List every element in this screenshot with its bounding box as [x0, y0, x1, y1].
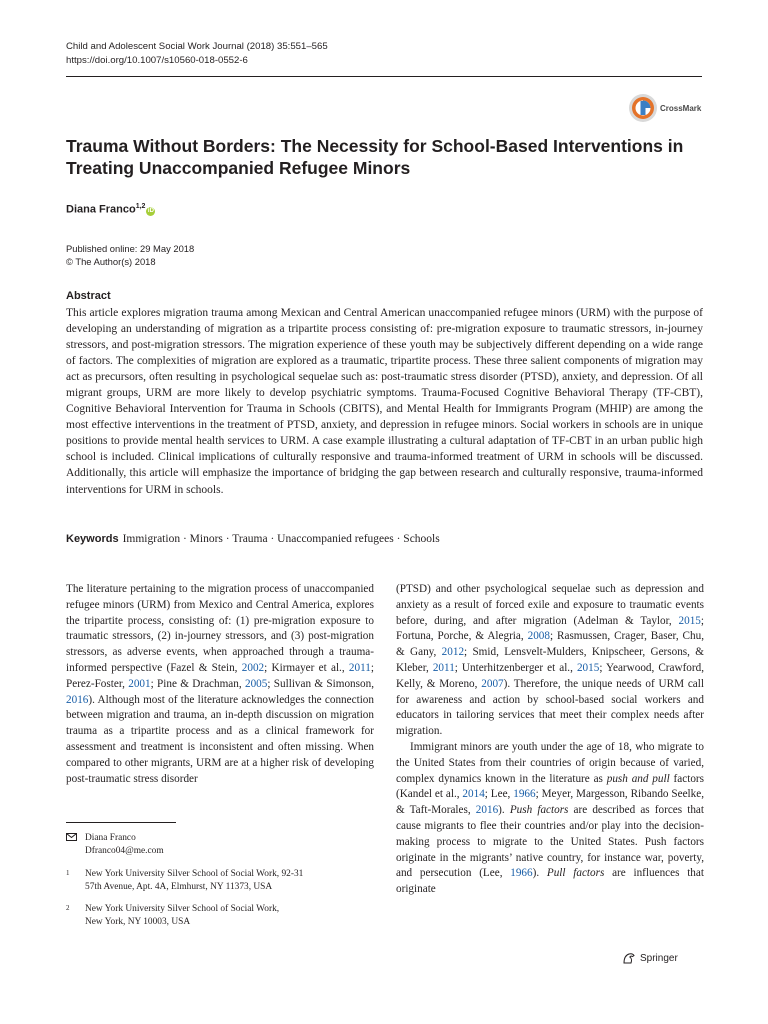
body-text: ). Therefore, the unique needs of URM call for awareness and action by school-based social workers and educators in tailoring services that meet their complex needs after migration.	[396, 677, 704, 738]
body-text: The literature pertaining to the migration process of unaccompanied refugee minors (URM) from Mexico and Central America, explores the tripartite process, consisting of: (1) pre-migration exposure to traumatic stressors, (2) in-journey stressors, and (3) post-migration stressors, as adverse events, when approached through a trauma-informed perspective (Fazel & Stein,	[66, 583, 374, 674]
orcid-icon[interactable]: iD	[147, 207, 154, 214]
footnote-rule	[66, 822, 176, 823]
body-column-right	[396, 582, 704, 898]
body-text: factors (Kandel et al.,	[396, 772, 704, 801]
corresponding-name: Diana Franco	[85, 833, 136, 843]
emphasis-text: Push factors	[509, 804, 569, 817]
citation-link[interactable]: 2005	[244, 677, 268, 690]
citation-link[interactable]: 2016	[66, 693, 89, 706]
body-text: Immigrant minors are youth under the age of 18, who migrate to the United States from their countries of origin because of varied, complex dynamics known in the literature as	[396, 740, 704, 785]
doi-link[interactable]: https://doi.org/10.1007/s10560-018-0552-6	[66, 55, 248, 66]
affiliation-line: New York, NY 10003, USA	[85, 916, 191, 927]
body-paragraph	[396, 740, 704, 898]
body-text: are described as forces that cause migrants to flee their countries and/or play into the decision-making process to migrate to the United States. Push factors originate in the migrants’ native country, for instance war, poverty, and persecution (Lee,	[396, 804, 705, 880]
author-affiliation-marks: 1,2	[135, 203, 146, 210]
citation-link[interactable]: 2011	[432, 661, 455, 674]
citation-link[interactable]: 2002	[241, 661, 265, 674]
body-text: ; Fortuna, Porche, & Alegria,	[396, 614, 704, 643]
citation-link[interactable]: 2014	[462, 788, 485, 801]
author-line	[66, 203, 155, 216]
affiliation-1	[66, 868, 303, 894]
body-paragraph	[66, 582, 374, 787]
abstract-heading: Abstract	[66, 290, 111, 302]
body-text: ; Unterhitzenberger et al.,	[454, 661, 577, 674]
author-name: Diana Franco	[66, 203, 136, 216]
publisher-logo	[622, 952, 678, 964]
body-text: (PTSD) and other psychological sequelae such as depression and anxiety as a result of forced exile and exposure to traumatic events before, during, and after migration (Adelman & Taylor,	[396, 583, 704, 627]
crossmark-label: CrossMark	[660, 103, 702, 113]
affiliation-line: New York University Silver School of Social Work, 92-31	[85, 869, 304, 879]
abstract-text: This article explores migration trauma among Mexican and Central American unaccompanied refugee minors (URM) with the purpose of developing an understanding of migration as a tripartite process consisting of: pre-migration exposure to traumatic stressors, in-journey stressors, and post-migration stressors. The migration experience of these youth may be subjectively different depending on a wide range of factors. The complexities of migration are explored as a traumatic, tripartite process. These three salient components of migration may act as precursors, often resulting in psychological sequelae such as: post-traumatic stress disorder (PTSD), anxiety, and depression. Of all migrant groups, URM are more likely to develop psychiatric symptoms. Trauma-Focused Cognitive Behavioral Therapy (TF-CBT), Cognitive Behavioral Intervention for Trauma in Schools (CBITS), and Mental Health for Immigrants Program (MHIP) are among the most effective interventions in the treatment of PTSD, anxiety, and depression in refugee minors. Social workers in schools are in unique positions to provide mental health services to URM. A case example illustrating a cultural adaptation of TF-CBT in an urban public high school is included. Clinical implications of culturally responsive and trauma-informed treatment of URM in schools will be discussed. Additionally, this article will emphasize the importance of bridging the gap between research and culturally responsive, trauma-informed interventions for URM in schools.	[66, 307, 703, 496]
citation-link[interactable]: 1966	[510, 867, 533, 880]
affiliation-line: New York University Silver School of Social Work,	[85, 904, 280, 914]
body-text: ).	[532, 867, 547, 880]
citation-link[interactable]: 2012	[441, 646, 465, 659]
body-text: ; Pine & Drachman,	[150, 677, 245, 690]
journal-citation: Child and Adolescent Social Work Journal (2018) 35:551–565	[66, 41, 328, 52]
crossmark-icon	[628, 93, 658, 123]
journal-header	[66, 40, 328, 68]
citation-link[interactable]: 2011	[348, 661, 371, 674]
body-text: ; Yearwood, Crawford, Kelly, & Moreno,	[396, 661, 704, 690]
body-text: ; Sullivan & Simonson,	[267, 677, 374, 690]
envelope-icon	[66, 833, 77, 841]
keywords-label: Keywords	[66, 533, 119, 545]
body-text: are influences that originate	[396, 867, 704, 896]
citation-link[interactable]: 1966	[513, 788, 536, 801]
citation-link[interactable]: 2015	[576, 661, 600, 674]
publication-info	[66, 242, 194, 268]
keywords-list: Immigration · Minors · Trauma · Unaccompanied refugees · Schools	[122, 533, 440, 545]
copyright-line: © The Author(s) 2018	[66, 256, 156, 267]
corresponding-author	[66, 832, 164, 858]
body-column-left	[66, 582, 374, 787]
affiliation-line: 57th Avenue, Apt. 4A, Elmhurst, NY 11373, USA	[85, 881, 273, 892]
body-text: ; Lee,	[484, 788, 514, 801]
published-date: Published online: 29 May 2018	[66, 243, 195, 254]
citation-link[interactable]: 2001	[128, 677, 151, 690]
crossmark-badge[interactable]	[628, 93, 701, 123]
body-text: ; Rasmussen, Crager, Baser, Chu, & Gany,	[396, 630, 704, 659]
publisher-name: Springer	[640, 952, 678, 964]
affiliation-number: 1	[66, 869, 70, 877]
citation-link[interactable]: 2016	[475, 804, 499, 817]
citation-link[interactable]: 2007	[481, 677, 504, 690]
affiliation-number: 2	[66, 904, 70, 912]
emphasis-text: push and pull	[606, 772, 670, 785]
body-text: ). Although most of the literature acknowledges the connection between migration and trauma, an in-depth discussion on migration trauma as a tripartite process and as a clinical framework for assessment and treatment is inconsistent and often missing. When compared to other migrants, URM are at a higher risk of developing post-traumatic stress disorder	[66, 693, 374, 785]
header-rule	[66, 76, 702, 77]
keywords-line	[66, 533, 440, 545]
body-text: ; Kirmayer et al.,	[264, 661, 349, 674]
citation-link[interactable]: 2015	[678, 614, 701, 627]
body-text: ; Meyer, Margesson, Ribando Seelke, & Taft-Morales,	[396, 788, 705, 817]
springer-horse-icon	[622, 952, 636, 964]
emphasis-text: Pull factors	[546, 867, 605, 880]
corresponding-email[interactable]: Dfranco04@me.com	[85, 845, 164, 856]
body-text: ).	[498, 804, 510, 817]
affiliation-2	[66, 903, 279, 929]
body-paragraph	[396, 582, 704, 740]
body-text: ; Smid, Lensvelt-Mulders, Knipscheer, Gersons, & Kleber,	[396, 646, 704, 674]
article-title: Trauma Without Borders: The Necessity for School-Based Interventions in Treating Unaccompanied Refugee Minors	[66, 136, 684, 178]
body-text: ; Perez-Foster,	[66, 661, 374, 690]
citation-link[interactable]: 2008	[527, 630, 550, 643]
